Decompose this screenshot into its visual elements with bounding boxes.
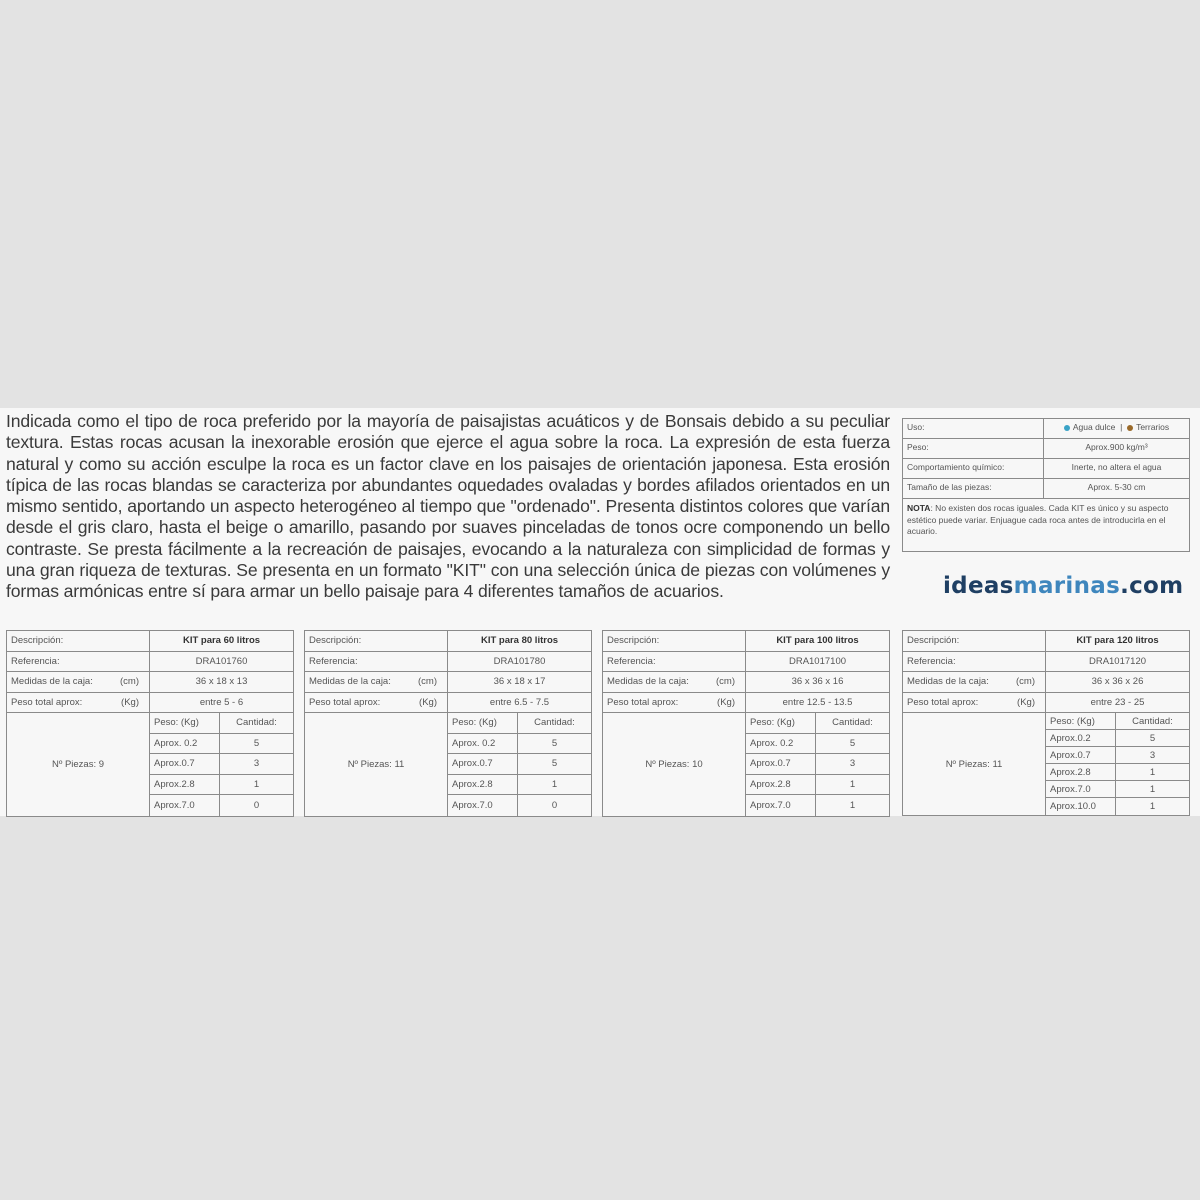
kit-label: Referencia: [903,652,1046,672]
note-label: NOTA [907,503,931,513]
fresh-water-label: Agua dulce [1072,422,1116,432]
kit-label: Referencia: [7,652,150,672]
kit-row-descripcion [603,631,889,652]
kit-piece-weight: Aprox. 0.2 [150,734,220,754]
spec-value: Inerte, no altera el agua [1071,462,1162,472]
kit-row-referencia [7,652,293,673]
spec-value: Aprox. 5-30 cm [1087,482,1146,492]
kit-piece-weight-header: Peso: (Kg) [1046,713,1116,729]
kit-piece-qty: 3 [1149,749,1156,761]
kit-piece-row [448,795,591,816]
kit-row-peso [603,693,889,714]
kit-pieces [305,713,591,816]
kit-piece-row [1046,730,1189,747]
logo-part-2: marinas [1013,573,1121,599]
kit-piece-qty: 0 [551,799,558,811]
kit-row-referencia [305,652,591,673]
kit-label [603,693,746,713]
kit-row-peso [903,693,1189,714]
kit-piece-weight-header: Peso: (Kg) [448,713,518,733]
kit-piece-weight: Aprox.0.2 [1046,730,1116,746]
kit-title: KIT para 120 litros [1076,635,1159,646]
kit-medidas: 36 x 36 x 16 [791,676,844,687]
kit-piece-list [150,713,293,816]
kit-title: KIT para 60 litros [182,635,261,646]
kit-piece-weight-header: Peso: (Kg) [746,713,816,733]
kit-peso: entre 6.5 - 7.5 [489,696,550,708]
kit-label: Descripción: [603,631,746,651]
kit-row-peso [305,693,591,714]
spec-value: Aprox.900 kg/m³ [1085,442,1148,452]
kit-piece-qty-header: Cantidad: [1132,715,1173,727]
fresh-water-dot-icon [1064,425,1070,431]
kit-unit: (Kg) [1017,696,1035,708]
spec-label: Tamaño de las piezas: [903,479,1044,498]
kit-piece-count: Nº Piezas: 11 [305,713,448,816]
kit-row-descripcion [305,631,591,652]
kit-label-text: Medidas de la caja: [11,676,93,687]
product-description [6,411,890,603]
kit-label [305,672,448,692]
kit-label-text: Medidas de la caja: [309,676,391,687]
kit-ref: DRA101780 [493,655,546,667]
logo-part-3: .com [1120,573,1184,599]
kit-label [7,693,150,713]
kit-piece-weight: Aprox.2.8 [746,775,816,795]
spec-value: Agua dulce | Terrarios [1044,419,1189,438]
kit-piece-row [1046,781,1189,798]
kit-title: KIT para 80 litros [480,635,559,646]
kit-piece-header [746,713,889,734]
kit-piece-weight: Aprox.7.0 [746,795,816,816]
kit-piece-qty: 5 [551,737,558,749]
kit-piece-row [150,775,293,796]
kit-pieces [903,713,1189,815]
kit-piece-weight: Aprox.0.7 [448,754,518,774]
kit-row-descripcion [7,631,293,652]
kit-piece-row [150,795,293,816]
kit-piece-weight: Aprox. 0.2 [448,734,518,754]
kit-piece-qty: 3 [849,758,856,770]
logo-part-1: ideas [943,573,1014,599]
kit-unit: (Kg) [419,696,437,708]
kit-label-text: Medidas de la caja: [907,676,989,687]
kit-unit: (cm) [418,676,437,687]
kit-piece-list [448,713,591,816]
kit-unit: (cm) [716,676,735,687]
kit-row-referencia [603,652,889,673]
kit-label-text: Peso total aprox: [11,696,83,708]
kit-table [6,630,294,817]
kit-piece-qty: 1 [849,799,856,811]
kit-piece-weight: Aprox.7.0 [150,795,220,816]
kit-label-text: Medidas de la caja: [607,676,689,687]
kit-piece-list [1046,713,1189,815]
kit-medidas: 36 x 18 x 13 [195,676,248,687]
kit-label-text: Peso total aprox: [607,696,679,708]
kit-piece-qty: 1 [1149,783,1156,795]
spec-row-quimico [903,459,1189,479]
kit-piece-qty-header: Cantidad: [534,717,575,729]
kit-peso: entre 12.5 - 13.5 [782,696,853,708]
kit-piece-header [448,713,591,734]
spec-row-peso [903,439,1189,459]
kit-piece-count: Nº Piezas: 10 [603,713,746,816]
kit-row-medidas [603,672,889,693]
kit-piece-header [150,713,293,734]
note-text: : No existen dos rocas iguales. Cada KIT es único y su aspecto estético puede variar. Enjuague cada roca antes de introducirla en el acuario. [907,503,1169,536]
kit-table [602,630,890,817]
kit-label: Referencia: [603,652,746,672]
spec-row-uso [903,419,1189,439]
kit-piece-weight: Aprox.0.7 [150,754,220,774]
kit-piece-qty: 5 [1149,732,1156,744]
kit-piece-row [746,734,889,755]
spec-note [903,499,1189,551]
kit-piece-count: Nº Piezas: 11 [903,713,1046,815]
kit-label-text: Peso total aprox: [907,696,979,708]
kit-piece-row [448,754,591,775]
kit-piece-row [746,775,889,796]
kit-piece-weight: Aprox.2.8 [1046,764,1116,780]
kit-label [7,672,150,692]
kit-label: Referencia: [305,652,448,672]
kit-piece-weight: Aprox.2.8 [150,775,220,795]
kit-piece-weight: Aprox.0.7 [1046,747,1116,763]
kit-table [902,630,1190,816]
kit-row-peso [7,693,293,714]
kit-medidas: 36 x 18 x 17 [493,676,546,687]
kit-piece-weight: Aprox. 0.2 [746,734,816,754]
kit-piece-row [1046,764,1189,781]
spec-row-tamano [903,479,1189,499]
kit-unit: (cm) [1016,676,1035,687]
terrarium-dot-icon [1127,425,1133,431]
kit-piece-weight: Aprox.10.0 [1046,798,1116,815]
kit-ref: DRA1017120 [1088,655,1147,667]
kit-piece-header [1046,713,1189,730]
kit-piece-qty: 1 [849,778,856,790]
kit-piece-qty: 3 [253,758,260,770]
kit-label: Descripción: [7,631,150,651]
kit-piece-qty: 1 [253,778,260,790]
spec-label: Comportamiento químico: [903,459,1044,478]
kit-row-descripcion [903,631,1189,652]
spec-label: Peso: [903,439,1044,458]
kit-table [304,630,592,817]
kit-piece-row [150,734,293,755]
kit-piece-qty-header: Cantidad: [236,717,277,729]
spec-table [902,418,1190,552]
kit-piece-row [746,754,889,775]
kit-row-referencia [903,652,1189,673]
kit-medidas: 36 x 36 x 26 [1091,676,1144,687]
kit-piece-weight: Aprox.2.8 [448,775,518,795]
kit-ref: DRA101760 [195,655,248,667]
brand-logo [943,573,1183,599]
kit-label: Descripción: [903,631,1046,651]
kit-row-medidas [305,672,591,693]
kit-label-text: Peso total aprox: [309,696,381,708]
kit-piece-qty: 5 [551,758,558,770]
description-text: Indicada como el tipo de roca preferido por la mayoría de paisajistas acuáticos y de Bonsais debido a su peculiar textura. Estas rocas acusan la inexorable erosión que ejerce el agua sobre la roca. La expresión de esta fuerza natural y como su acción esculpe la roca es un factor clave en los paisajes de orientación japonesa. Esta erosión típica de las rocas blandas se caracteriza por abundantes oquedades ovaladas y bordes afilados orientados en un mismo sentido, aportando un aspecto heterogéneo al tiempo que "ordenado". Presenta distintos colores que varían desde el gris claro, hasta el beige o amarillo, pasando por suaves pinceladas de tonos ocre componendo un bello contraste. Se presta fácilmente a la recreación de paisajes, evocando a la naturaleza con simplicidad de formas y una gran riqueza de texturas. Se presenta en un formato "KIT" con una selección única de piezas con volúmenes y formas armónicas entre sí para armar un bello paisaje para 4 diferentes tamaños de acuarios. [6,411,890,602]
kit-piece-qty-header: Cantidad: [832,717,873,729]
kit-label [305,693,448,713]
kit-unit: (cm) [120,676,139,687]
kit-label [903,672,1046,692]
kit-title: KIT para 100 litros [776,635,859,646]
kit-piece-weight: Aprox.7.0 [1046,781,1116,797]
kit-piece-row [150,754,293,775]
kit-piece-row [1046,798,1189,815]
kit-piece-qty: 5 [849,737,856,749]
kit-unit: (Kg) [121,696,139,708]
kit-piece-list [746,713,889,816]
kit-piece-row [448,734,591,755]
kit-piece-weight: Aprox.7.0 [448,795,518,816]
kit-piece-weight-header: Peso: (Kg) [150,713,220,733]
kit-label [603,672,746,692]
kit-label: Descripción: [305,631,448,651]
kit-pieces [7,713,293,816]
kit-piece-qty: 1 [551,778,558,790]
kit-piece-qty: 5 [253,737,260,749]
kit-piece-qty: 0 [253,799,260,811]
kit-piece-row [746,795,889,816]
kit-peso: entre 23 - 25 [1090,696,1145,708]
kit-unit: (Kg) [717,696,735,708]
kit-piece-weight: Aprox.0.7 [746,754,816,774]
kit-piece-row [1046,747,1189,764]
kit-label [903,693,1046,713]
kit-pieces [603,713,889,816]
spec-label: Uso: [903,419,1044,438]
kit-peso: entre 5 - 6 [199,696,244,708]
kit-row-medidas [7,672,293,693]
kit-row-medidas [903,672,1189,693]
kit-piece-qty: 1 [1149,801,1156,812]
kit-piece-qty: 1 [1149,766,1156,778]
kit-piece-count: Nº Piezas: 9 [7,713,150,816]
kit-piece-row [448,775,591,796]
kit-ref: DRA1017100 [788,655,847,667]
terrarium-label: Terrarios [1136,422,1170,432]
